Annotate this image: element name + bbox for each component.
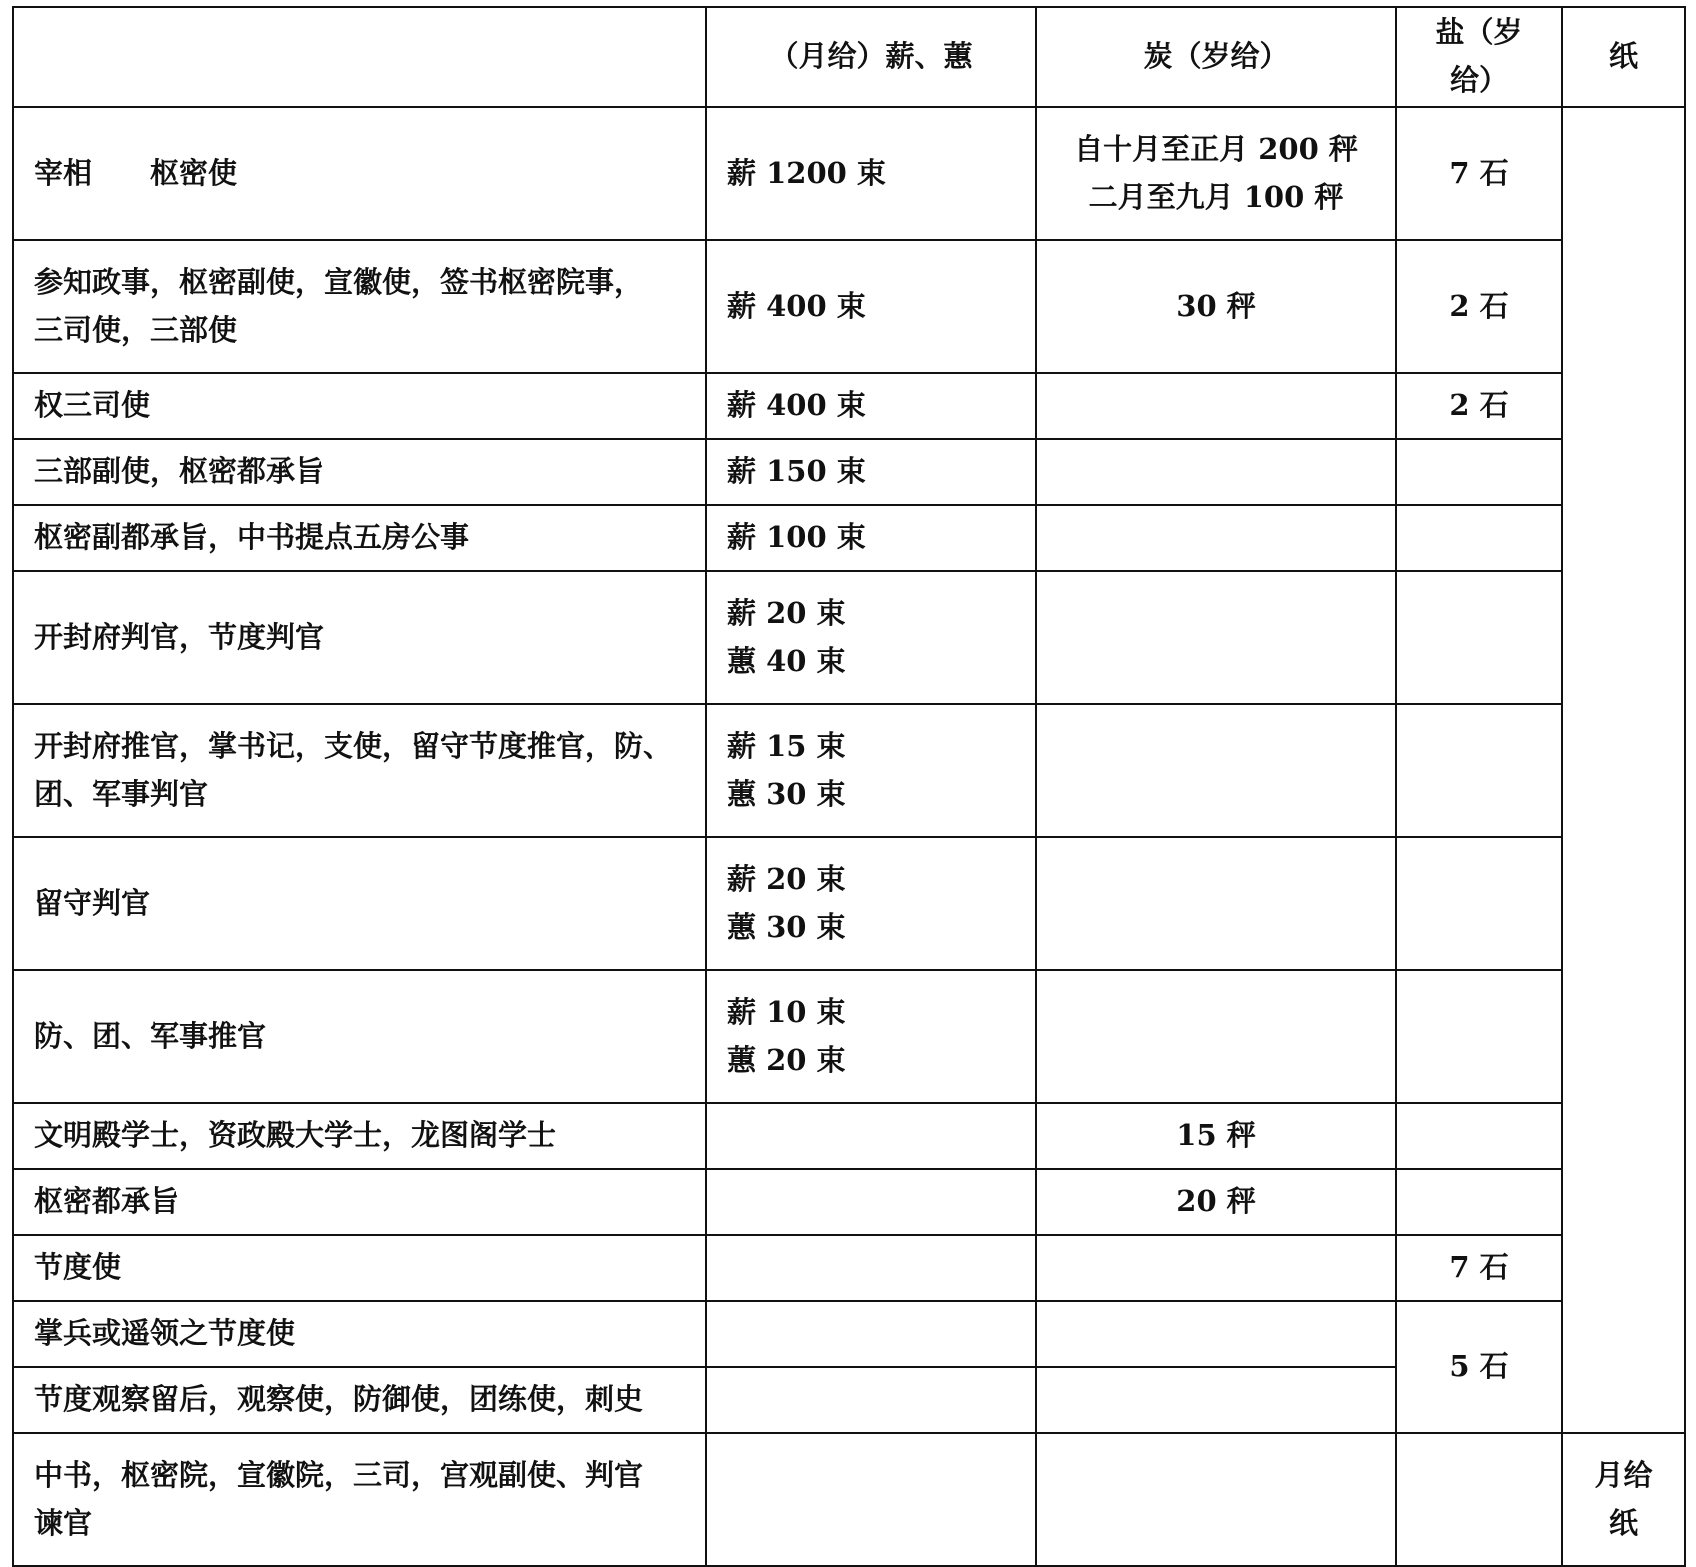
charcoal-cell — [1036, 1169, 1396, 1235]
salt-cell — [1396, 1103, 1562, 1169]
charcoal-cell — [1036, 571, 1396, 704]
salt-cell: 2 石 — [1396, 373, 1562, 439]
table-row — [13, 240, 1685, 373]
salt-cell — [1396, 439, 1562, 505]
fuel-cell — [706, 1433, 1036, 1566]
official-line: 枢密副都承旨，中书提点五房公事 — [34, 520, 470, 555]
paper-cell-empty — [1562, 107, 1685, 1433]
fuel-cell — [706, 1301, 1036, 1367]
official-cell — [13, 571, 706, 704]
fuel-cell — [706, 571, 1036, 704]
fuel-line: 薪 150 束 — [727, 454, 866, 489]
table-row — [13, 1433, 1685, 1566]
fuel-cell — [706, 970, 1036, 1103]
official-line: 文明殿学士，资政殿大学士，龙图阁学士 — [34, 1118, 557, 1153]
official-line: 中书，枢密院，宣徽院，三司，宫观副使、判官 — [34, 1457, 644, 1492]
charcoal-cell — [1036, 704, 1396, 837]
official-cell — [13, 1235, 706, 1301]
official-line: 三部副使，枢密都承旨 — [34, 454, 325, 489]
official-cell — [13, 505, 706, 571]
official-cell — [13, 837, 706, 970]
header-official — [13, 7, 706, 107]
table-row — [13, 107, 1685, 240]
official-cell — [13, 1367, 706, 1433]
charcoal-cell — [1036, 373, 1396, 439]
fuel-line: 薪 100 束 — [727, 520, 866, 555]
fuel-cell — [706, 837, 1036, 970]
official-cell — [13, 704, 706, 837]
salt-cell — [1396, 704, 1562, 837]
official-line: 参知政事，枢密副使，宣徽使，签书枢密院事， — [34, 264, 644, 299]
fuel-cell — [706, 240, 1036, 373]
official-line: 防、团、军事推官 — [34, 1018, 267, 1053]
salt-cell — [1396, 1169, 1562, 1235]
charcoal-cell — [1036, 837, 1396, 970]
salt-cell: 7 石 — [1396, 1235, 1562, 1301]
salt-cell — [1396, 571, 1562, 704]
official-line: 谏官 — [34, 1505, 93, 1540]
charcoal-cell — [1036, 1367, 1396, 1433]
official-cell — [13, 1169, 706, 1235]
charcoal-cell — [1036, 505, 1396, 571]
fuel-cell — [706, 1367, 1036, 1433]
table-row — [13, 439, 1685, 505]
official-cell — [13, 373, 706, 439]
official-cell — [13, 1301, 706, 1367]
salt-cell: 7 石 — [1396, 107, 1562, 240]
charcoal-cell — [1036, 439, 1396, 505]
official-line: 权三司使 — [34, 388, 151, 423]
charcoal-line: 二月至九月 100 秤 — [1088, 179, 1344, 214]
table-row — [13, 1301, 1685, 1367]
fuel-cell — [706, 704, 1036, 837]
official-cell — [13, 1433, 706, 1566]
header-paper: 纸 — [1562, 7, 1685, 107]
table-row — [13, 704, 1685, 837]
table-row — [13, 373, 1685, 439]
charcoal-cell — [1036, 970, 1396, 1103]
official-cell — [13, 970, 706, 1103]
table-row — [13, 1235, 1685, 1301]
fuel-line: 薪 400 束 — [727, 288, 866, 323]
header-row — [13, 7, 1685, 107]
salt-cell — [1396, 970, 1562, 1103]
fuel-cell — [706, 1235, 1036, 1301]
official-cell — [13, 240, 706, 373]
official-line: 开封府判官，节度判官 — [34, 619, 325, 654]
header-charcoal: 炭（岁给） — [1036, 7, 1396, 107]
official-line: 掌兵或遥领之节度使 — [34, 1316, 296, 1351]
charcoal-line: 30 秤 — [1176, 288, 1256, 323]
fuel-cell — [706, 373, 1036, 439]
charcoal-cell — [1036, 1301, 1396, 1367]
header-fuel: （月给）薪、蕙 — [706, 7, 1036, 107]
fuel-line: 蕙 30 束 — [727, 776, 846, 811]
table-row — [13, 837, 1685, 970]
paper-cell: 月给纸 — [1562, 1433, 1685, 1566]
charcoal-cell — [1036, 107, 1396, 240]
charcoal-line: 15 秤 — [1176, 1118, 1256, 1153]
charcoal-cell — [1036, 1103, 1396, 1169]
fuel-line: 薪 15 束 — [727, 728, 846, 763]
charcoal-cell — [1036, 1433, 1396, 1566]
official-cell — [13, 1103, 706, 1169]
fuel-cell — [706, 1103, 1036, 1169]
salt-cell — [1396, 505, 1562, 571]
official-line: 开封府推官，掌书记，支使，留守节度推官，防、 — [34, 728, 673, 763]
fuel-cell — [706, 107, 1036, 240]
fuel-line: 蕙 30 束 — [727, 909, 846, 944]
header-salt: 盐（岁给） — [1396, 7, 1562, 107]
official-line: 宰相 枢密使 — [34, 155, 238, 190]
fuel-line: 薪 10 束 — [727, 994, 846, 1029]
official-line: 团、军事判官 — [34, 776, 209, 811]
table-row — [13, 505, 1685, 571]
official-line: 枢密都承旨 — [34, 1184, 180, 1219]
official-line: 三司使，三部使 — [34, 312, 238, 347]
salt-cell: 5 石 — [1396, 1301, 1562, 1433]
fuel-cell — [706, 439, 1036, 505]
charcoal-line: 20 秤 — [1176, 1184, 1256, 1219]
fuel-line: 薪 1200 束 — [727, 155, 886, 190]
fuel-line: 薪 20 束 — [727, 861, 846, 896]
charcoal-cell — [1036, 1235, 1396, 1301]
fuel-cell — [706, 505, 1036, 571]
salt-cell — [1396, 837, 1562, 970]
charcoal-cell — [1036, 240, 1396, 373]
official-line: 节度观察留后，观察使，防御使，团练使，刺史 — [34, 1382, 644, 1417]
table-row — [13, 571, 1685, 704]
table-row — [13, 970, 1685, 1103]
official-line: 节度使 — [34, 1250, 122, 1285]
fuel-line: 蕙 40 束 — [727, 643, 846, 678]
fuel-line: 蕙 20 束 — [727, 1042, 846, 1077]
allowance-table — [12, 6, 1686, 1567]
salt-cell — [1396, 1433, 1562, 1566]
fuel-line: 薪 20 束 — [727, 595, 846, 630]
fuel-cell — [706, 1169, 1036, 1235]
official-cell — [13, 439, 706, 505]
table-row — [13, 1103, 1685, 1169]
fuel-line: 薪 400 束 — [727, 388, 866, 423]
charcoal-line: 自十月至正月 200 秤 — [1074, 131, 1358, 166]
table-row — [13, 1169, 1685, 1235]
official-line: 留守判官 — [34, 885, 151, 920]
official-cell — [13, 107, 706, 240]
salt-cell: 2 石 — [1396, 240, 1562, 373]
